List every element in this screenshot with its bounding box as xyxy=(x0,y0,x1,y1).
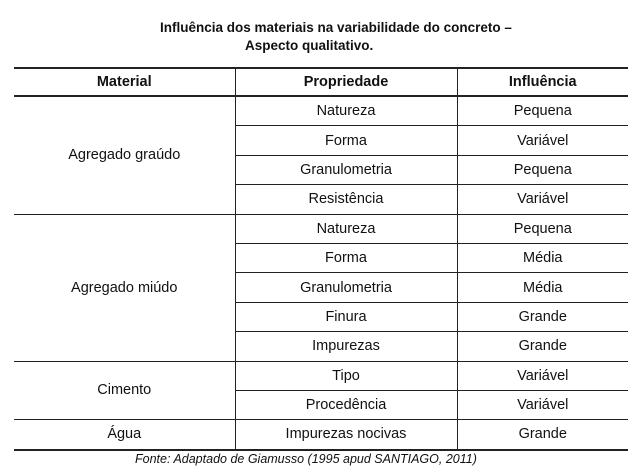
propriedade-cell: Impurezas nocivas xyxy=(235,420,457,450)
propriedade-cell: Granulometria xyxy=(235,155,457,184)
material-cell: Agregado graúdo xyxy=(14,96,235,214)
table-title-line-1: Influência dos materiais na variabilidade do concreto – xyxy=(160,20,512,35)
propriedade-cell: Resistência xyxy=(235,185,457,214)
header-material: Material xyxy=(14,68,235,96)
table-title-line-2: Aspecto qualitativo. xyxy=(245,38,374,53)
influencia-cell: Grande xyxy=(457,302,628,331)
table-row xyxy=(14,420,628,450)
materials-influence-table xyxy=(14,67,628,451)
header-influencia: Influência xyxy=(457,68,628,96)
propriedade-cell: Impurezas xyxy=(235,332,457,361)
propriedade-cell: Natureza xyxy=(235,96,457,126)
influencia-cell: Média xyxy=(457,273,628,302)
influencia-cell: Variável xyxy=(457,390,628,419)
influencia-cell: Variável xyxy=(457,126,628,155)
table-header-row xyxy=(14,68,628,96)
influencia-cell: Grande xyxy=(457,332,628,361)
material-cell: Cimento xyxy=(14,361,235,420)
table-row xyxy=(14,96,628,126)
influencia-cell: Grande xyxy=(457,420,628,450)
propriedade-cell: Finura xyxy=(235,302,457,331)
table-row xyxy=(14,361,628,390)
propriedade-cell: Forma xyxy=(235,243,457,272)
propriedade-cell: Procedência xyxy=(235,390,457,419)
propriedade-cell: Tipo xyxy=(235,361,457,390)
source-text: Fonte: Adaptado de Giamusso (1995 apud SANTIAGO, 2011) xyxy=(135,452,477,466)
influencia-cell: Pequena xyxy=(457,214,628,243)
influencia-cell: Variável xyxy=(457,361,628,390)
material-cell: Água xyxy=(14,420,235,450)
propriedade-cell: Granulometria xyxy=(235,273,457,302)
influencia-cell: Pequena xyxy=(457,96,628,126)
influencia-cell: Pequena xyxy=(457,155,628,184)
propriedade-cell: Natureza xyxy=(235,214,457,243)
material-cell: Agregado miúdo xyxy=(14,214,235,361)
header-propriedade: Propriedade xyxy=(235,68,457,96)
influencia-cell: Média xyxy=(457,243,628,272)
propriedade-cell: Forma xyxy=(235,126,457,155)
table-row xyxy=(14,214,628,243)
influencia-cell: Variável xyxy=(457,185,628,214)
